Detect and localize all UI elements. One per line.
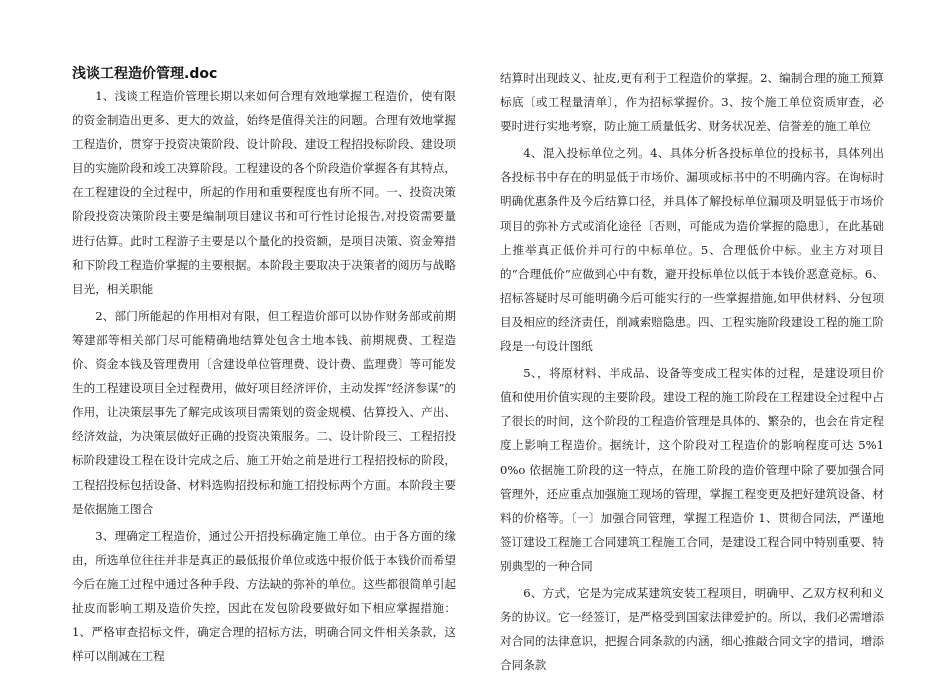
paragraph-continued: 结算时出现歧义、扯皮,更有利于工程造价的掌握。2、编制合理的施工预算标底〔或工程量清单〕，作为招标掌握价。3、按个施工单位资质审查，必要时进行实地考察，防止施工质量低劣、财务状况差、信誉差的施工单位 [500,71,884,134]
paragraph: 5、，将原材料、半成品、设备等变成工程实体的过程，是建设项目价值和使用价值实现的主要阶段。建设工程的施工阶段在工程建设全过程中占了很长的时间，这个阶段的工程造价管理是具体的、繁杂的，也会在肯定程度上影响工程造价。据统计，这个阶段对工程造价的影响程度可达 5%10%o 依据施工阶段的这一特点，在施工阶段的造价管理中除了要加强合同管理外，还应重点加强施工现场的管理，掌握工程变更及把好建筑设备、材料的价格等。〔一〕加强合同管理，掌握工程造价 1、贯彻合同法，严谨地签订建设工程施工合同建筑工程施工合同，是建设工程合同中特别重要、特别典型的一种合同 [500,366,884,573]
document-title: 浅谈工程造价管理.doc [72,66,218,82]
paragraph: 2、部门所能起的作用相对有限，但工程造价部可以协作财务部或前期筹建部等相关部门尽可能精确地结算处包含土地本钱、前期规费、工程造价、资金本钱及管理费用〔含建设单位管理费、设计费、监理费〕等可能发生的工程建设项目全过程费用，做好项目经济评价，主动发挥“经济参谋”的作用，让决策层事先了解完成该项目需策划的资金规模、估算投入、产出、经济效益，为决策层做好正确的投资决策服务。二、设计阶段三、工程招投标阶段建设工程在设计完成之后、施工开始之前是进行工程招投标的阶段，工程招投标包括设备、材料选购招投标和施工招投标两个方面。本阶段主要是依据施工图合 [72,308,456,516]
paragraph: 3、理确定工程造价，通过公开招投标确定施工单位。由于各方面的缘由，所选单位往往并非是真正的最低报价单位或选中报价低于本钱价而希望今后在施工过程中通过各种手段、方法缺的弥补的单位。这些都很简单引起扯皮而影响工期及造价失控，因此在发包阶段要做好如下相应掌握措施：1、严格审查招标文件，确定合理的招标方法，明确合同文件相关条款，这样可以削减在工程 [72,528,456,664]
paragraph: 6、方式，它是为完成某建筑安装工程项目，明确甲、乙双方权利和义务的协议。它一经签订，是严格受到国家法律爱护的。所以，我们必需增添对合同的法律意识，把握合同条款的内涵，细心推敲合同文字的措词，增添合同条款 [500,585,884,673]
left-column [72,64,456,671]
paragraph: 4、混入投标单位之列。4、具体分析各投标单位的投标书，具体列出各投标书中存在的明显低于市场价、漏项或标书中的不明确内容。在询标时明确优惠条件及今后结算口径，并具体了解投标单位漏项及明显低于市场价项目的弥补方式或消化途径〔否则，可能成为造价掌握的隐患〕，在此基础上推举真正低价并可行的中标单位。5、合理低价中标。业主方对项目的“合理低价”应做到心中有数，避开投标单位以低于本钱价恶意竞标。6、招标答疑时尽可能明确今后可能实行的一些掌握措施,如甲供材料、分包项目及相应的经济责任，削减索赔隐患。四、工程实施阶段建设工程的施工阶段是一句设计图纸 [500,146,884,354]
paragraph: 1、浅谈工程造价管理长期以来如何合理有效地掌握工程造价，使有限的资金制造出更多、更大的效益，始终是值得关注的问题。合理有效地掌握工程造价，贯穿于投资决策阶段、设计阶段、建设工程招投标阶段、建设项目的实施阶段和竣工决算阶段。工程建设的各个阶段造价掌握各有其特点，在工程建设的全过程中，所起的作用和重要程度也有所不同。一、投资决策阶段投资决策阶段主要是编制项目建议书和可行性讨论报告,对投资需要量进行估算。此时工程游子主要是以个量化的投资额，是项目决策、资金筹措和下阶段工程造价掌握的主要根据。本阶段主要取决于决策者的阅历与战略目光，相关职能 [72,89,456,296]
right-column [500,66,884,680]
